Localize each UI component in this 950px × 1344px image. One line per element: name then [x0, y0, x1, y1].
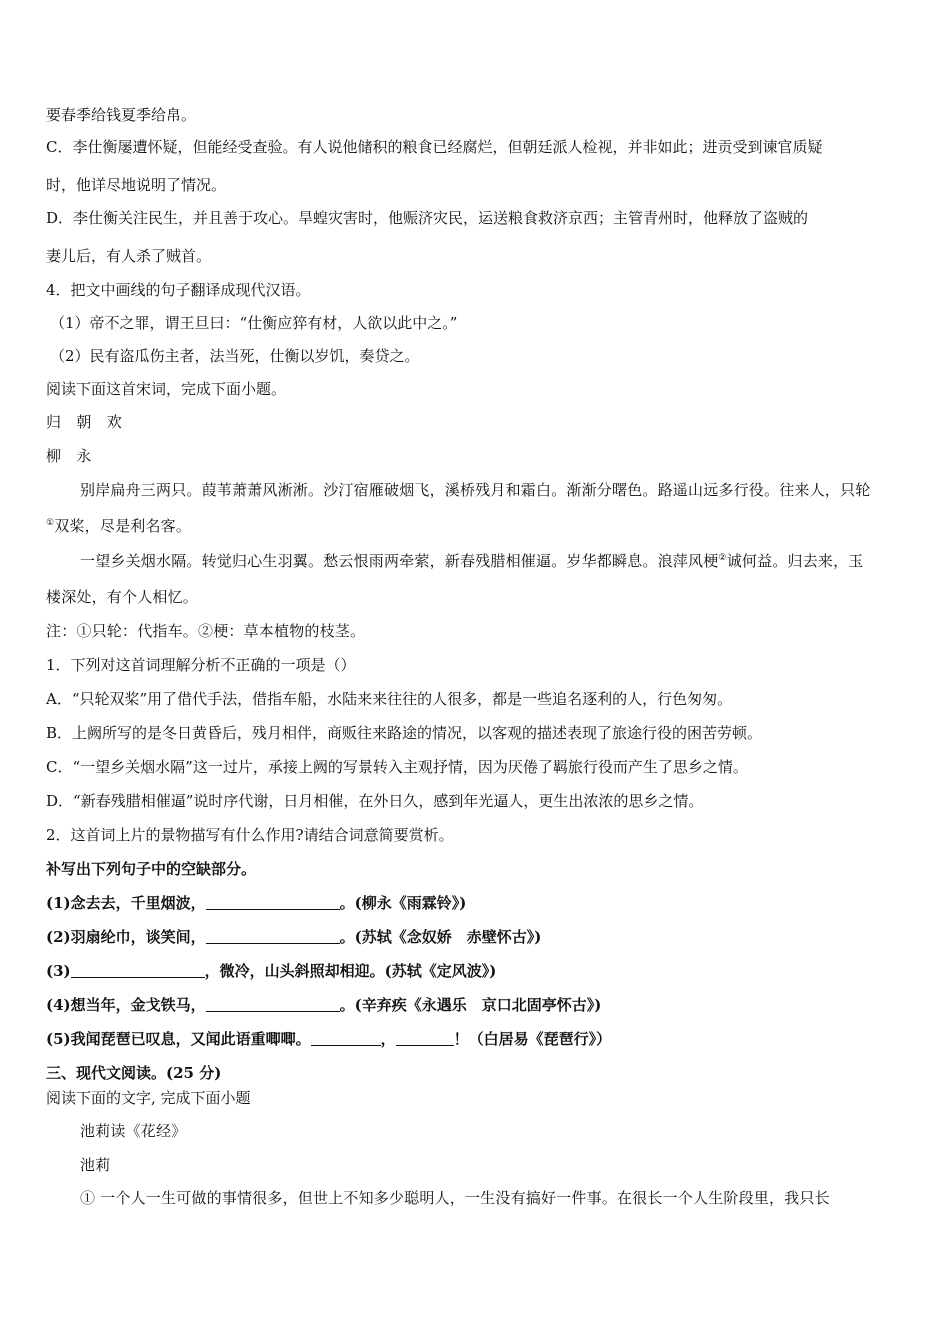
section-heading: 三、现代文阅读。(25 分)	[46, 1064, 222, 1082]
poem-line	[80, 550, 864, 571]
answer-blank[interactable]	[311, 1031, 381, 1046]
poem-title: 归 朝 欢	[46, 413, 123, 431]
translate-item-1: （1）帝不之罪，谓王旦曰：“仕衡应猝有材，人欲以此中之。”	[50, 314, 458, 332]
question-2: 2．这首词上片的景物描写有什么作用?请结合词意简要赏析。	[46, 826, 454, 844]
fill-in-source: ！（白居易《琵琶行》）	[453, 1030, 612, 1048]
option-d: D．“新春残腊相催逼”说时序代谢，日月相催，在外日久，感到年光逼人，更生出浓浓的思乡之情。	[46, 792, 704, 810]
fill-in-item	[46, 892, 466, 913]
comma: ，	[380, 1030, 396, 1048]
poem-notes: 注：①只轮：代指车。②梗：草本植物的枝茎。	[46, 622, 366, 640]
fill-in-prompt: (4)想当年，金戈铁马，	[46, 996, 206, 1014]
answer-blank[interactable]	[396, 1031, 454, 1046]
section-instruction: 阅读下面的文字, 完成下面小题	[46, 1089, 251, 1107]
poem-line: 别岸扁舟三两只。葭苇萧萧风淅淅。沙汀宿雁破烟飞，溪桥残月和霜白。渐渐分曙色。路遥山远多行役。往来人，只轮	[80, 481, 871, 499]
section-instruction: 阅读下面这首宋词，完成下面小题。	[46, 380, 287, 398]
answer-blank[interactable]	[71, 963, 205, 978]
fill-in-heading: 补写出下列句子中的空缺部分。	[46, 860, 257, 878]
poem-text: 双桨，尽是利名客。	[54, 517, 192, 535]
answer-blank[interactable]	[206, 895, 340, 910]
fill-in-item	[46, 994, 601, 1015]
fill-in-item	[46, 960, 496, 981]
option-b: B．上阙所写的是冬日黄昏后，残月相伴，商贩往来路途的情况，以客观的描述表现了旅途行役的困苦劳顿。	[46, 724, 763, 742]
fill-in-prompt: (2)羽扇纶巾，谈笑间，	[46, 928, 206, 946]
poem-author: 柳 永	[46, 447, 92, 465]
question-4: 4．把文中画线的句子翻译成现代汉语。	[46, 281, 311, 299]
option-d: D．李仕衡关注民生，并且善于攻心。旱蝗灾害时，他赈济灾民，运送粮食救济京西；主管青州时，他释放了盗贼的	[46, 209, 809, 227]
answer-blank[interactable]	[206, 929, 340, 944]
fill-in-source: 。(辛弃疾《永遇乐 京口北固亭怀古》)	[339, 996, 602, 1014]
article-paragraph: ① 一个人一生可做的事情很多，但世上不知多少聪明人，一生没有搞好一件事。在很长一个人生阶段里，我只长	[80, 1189, 830, 1207]
article-title: 池莉读《花经》	[80, 1122, 187, 1140]
fill-in-prompt: (1)念去去，千里烟波，	[46, 894, 206, 912]
fill-in-source: ，微冷，山头斜照却相迎。(苏轼《定风波》)	[204, 962, 497, 980]
option-a: A．“只轮双桨”用了借代手法，借指车船，水陆来来往往的人很多，都是一些追名逐利的人，行色匆匆。	[46, 690, 733, 708]
article-author: 池莉	[80, 1156, 111, 1174]
answer-blank[interactable]	[206, 997, 340, 1012]
poem-line	[46, 515, 191, 536]
fill-in-source: 。(苏轼《念奴娇 赤壁怀古》)	[339, 928, 542, 946]
fill-in-item	[46, 1028, 611, 1049]
fill-in-source: 。(柳永《雨霖铃》)	[339, 894, 467, 912]
option-c: C．“一望乡关烟水隔”这一过片，承接上阙的写景转入主观抒情，因为厌倦了羁旅行役而产生了思乡之情。	[46, 758, 748, 776]
text-line: 要春季给钱夏季给帛。	[46, 106, 197, 124]
fill-in-prompt: (3)	[46, 962, 71, 980]
text-line: 妻儿后，有人杀了贼首。	[46, 247, 212, 265]
fill-in-prompt: (5)我闻琵琶已叹息，又闻此语重唧唧。	[46, 1030, 311, 1048]
poem-text: 一望乡关烟水隔。转觉归心生羽翼。愁云恨雨两牵萦，新春残腊相催逼。岁华都瞬息。浪萍风梗	[80, 552, 719, 570]
poem-line: 楼深处，有个人相忆。	[46, 588, 199, 606]
translate-item-2: （2）民有盗瓜伤主者，法当死，仕衡以岁饥，奏贷之。	[50, 347, 420, 365]
question-1: 1．下列对这首词理解分析不正确的一项是（）	[46, 656, 356, 674]
poem-text: 诚何益。归去来，玉	[726, 552, 864, 570]
footnote-marker: ②	[718, 553, 727, 563]
option-c: C．李仕衡屡遭怀疑，但能经受查验。有人说他储积的粮食已经腐烂，但朝廷派人检视，并非如此；进贡受到谏官质疑	[46, 138, 823, 156]
text-line: 时，他详尽地说明了情况。	[46, 176, 227, 194]
fill-in-item	[46, 926, 541, 947]
footnote-marker: ①	[46, 518, 55, 528]
